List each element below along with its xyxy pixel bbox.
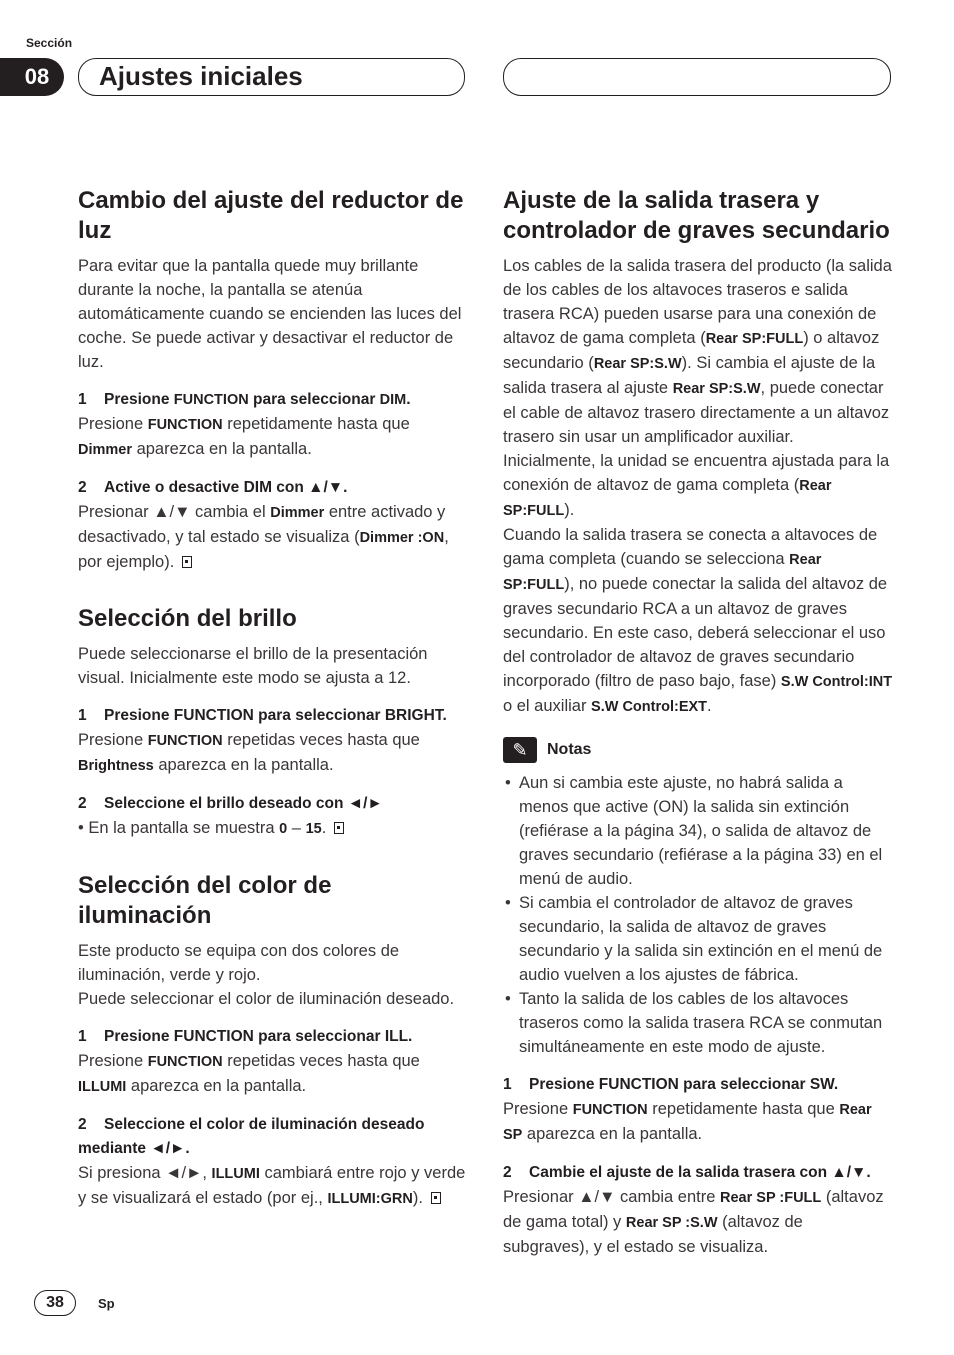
illumination-heading: Selección del color de iluminación <box>78 872 332 929</box>
sw-step2-title: 2 Cambie el ajuste de la salida trasera con ▲/▼. <box>503 1164 871 1181</box>
brightness-step1-body: Presione FUNCTION repetidas veces hasta que Brightness aparezca en la pantalla. <box>78 731 420 774</box>
note-item: • Aun si cambia este ajuste, no habrá salida a menos que active (ON) la salida sin extinción (refiérase a la página 34), o salida de altavoz de graves secundario (refiérase a la página 33) en el menú de audio. <box>503 771 893 891</box>
chapter-title-box <box>78 58 465 96</box>
dimmer-step2-title: 2 Active o desactive DIM con ▲/▼. <box>78 479 348 496</box>
rear-output-heading: Ajuste de la salida trasera y controlador de graves secundario <box>503 187 890 244</box>
rear-output-para1: Los cables de la salida trasera del producto (la salida de los cables de los altavoces traseros e salida trasera RCA) pueden usarse para una conexión de altavoz de gama completa (Rear SP:FULL) o altavoz secundario (Rear SP:S.W). Si cambia el ajuste de la salida trasera al ajuste Rear SP:S.W, puede conectar el cable de altavoz trasero directamente a un altavoz trasero sin usar un amplificador auxiliar. <box>503 257 892 446</box>
brightness-intro: Puede seleccionarse el brillo de la presentación visual. Inicialmente este modo se ajusta a 12. <box>78 645 428 687</box>
dimmer-step1-body: Presione FUNCTION repetidamente hasta que Dimmer aparezca en la pantalla. <box>78 415 410 458</box>
empty-header-box <box>503 58 891 96</box>
chapter-title: Ajustes iniciales <box>99 61 303 91</box>
illumination-step1-title: 1 Presione FUNCTION para seleccionar ILL. <box>78 1028 413 1045</box>
brightness-step2-title: 2 Seleccione el brillo deseado con ◄/► <box>78 795 383 812</box>
language-code: Sp <box>98 1296 115 1311</box>
sw-step2-body: Presionar ▲/▼ cambia entre Rear SP :FULL (altavoz de gama total) y Rear SP :S.W (altavoz de subgraves), y el estado se visualiza. <box>503 1188 884 1256</box>
dimmer-step2-body: Presionar ▲/▼ cambia el Dimmer entre activado y desactivado, y tal estado se visualiza (Dimmer :ON, por ejemplo). <box>78 503 449 571</box>
brightness-heading: Selección del brillo <box>78 605 297 632</box>
illumination-step2-body: Si presiona ◄/►, ILLUMI cambiará entre rojo y verde y se visualizará el estado (por ej., ILLUMI:GRN). <box>78 1164 466 1207</box>
brightness-step1-title: 1 Presione FUNCTION para seleccionar BRIGHT. <box>78 707 447 724</box>
pencil-note-icon: ✎ <box>503 737 537 763</box>
notes-header <box>503 737 893 763</box>
dimmer-step1-title: 1 Presione FUNCTION para seleccionar DIM. <box>78 391 411 408</box>
left-column <box>78 186 468 1211</box>
illumination-step2-title: 2 Seleccione el color de iluminación deseado mediante ◄/►. <box>78 1116 425 1157</box>
illumination-intro1: Este producto se equipa con dos colores de iluminación, verde y rojo. <box>78 942 400 984</box>
page-number: 38 <box>34 1290 76 1316</box>
note-item: • Si cambia el controlador de altavoz de graves secundario, la salida de altavoz de graves secundario y la salida sin extinción en el menú de audio vuelven a los ajustes de fábrica. <box>503 891 893 987</box>
end-mark-icon <box>431 1192 441 1204</box>
rear-output-para2: Inicialmente, la unidad se encuentra ajustada para la conexión de altavoz de gama completa (Rear SP:FULL). <box>503 452 890 519</box>
illumination-intro2: Puede seleccionar el color de iluminación deseado. <box>78 990 455 1008</box>
notes-list <box>503 771 893 1059</box>
dimmer-intro: Para evitar que la pantalla quede muy brillante durante la noche, la pantalla se atenúa automáticamente cuando se encienden las luces del coche. Se puede activar y desactivar el reductor de luz. <box>78 257 462 371</box>
note-item: • Tanto la salida de los cables de los altavoces traseros como la salida trasera RCA se conmutan simultáneamente en este modo de ajuste. <box>503 987 893 1059</box>
dimmer-heading: Cambio del ajuste del reductor de luz <box>78 187 464 244</box>
end-mark-icon <box>182 556 192 568</box>
sw-step1-body: Presione FUNCTION repetidamente hasta que Rear SP aparezca en la pantalla. <box>503 1100 872 1143</box>
right-column <box>503 186 893 1259</box>
end-mark-icon <box>334 822 344 834</box>
notes-title: Notas <box>547 741 592 758</box>
illumination-step1-body: Presione FUNCTION repetidas veces hasta que ILLUMI aparezca en la pantalla. <box>78 1052 420 1095</box>
brightness-step2-body: • En la pantalla se muestra 0 – 15. <box>78 816 468 841</box>
section-number-badge: 08 <box>0 58 64 96</box>
rear-output-para3: Cuando la salida trasera se conecta a altavoces de gama completa (cuando se selecciona Rear SP:FULL), no puede conectar la salida del altavoz de graves secundario RCA a un altavoz de graves secundario. En este caso, deberá seleccionar el uso del controlador de altavoz de graves secundario incorporado (filtro de paso bajo, fase) S.W Control:INT o el auxiliar S.W Control:EXT. <box>503 526 893 715</box>
sw-step1-title: 1 Presione FUNCTION para seleccionar SW. <box>503 1076 839 1093</box>
section-label: Sección <box>26 36 73 50</box>
